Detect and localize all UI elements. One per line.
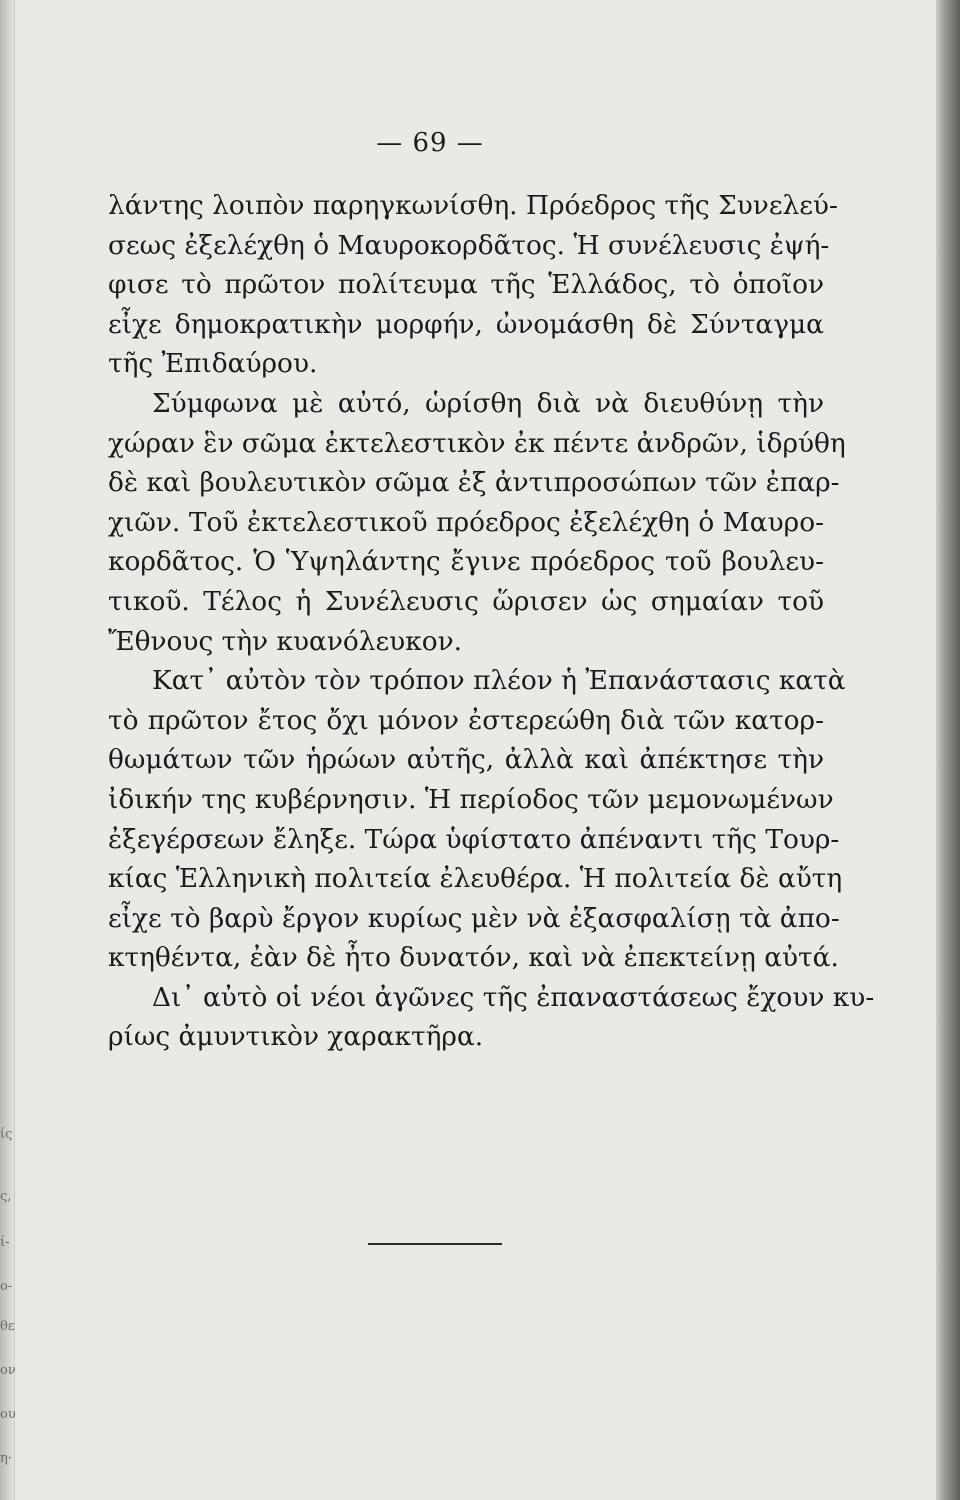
margin-bleed-text: η· [0,1451,12,1466]
page-gutter [0,0,15,1500]
margin-bleed-text: θε [0,1319,15,1334]
text-line: Κατ᾽ αὐτὸν τὸν τρόπον πλέον ἡ Ἐπανάστασις κατὰ [152,665,846,697]
text-line: σεως ἐξελέχθη ὁ Μαυροκορδᾶτος. Ἡ συνέλευσις ἐψή- [108,229,830,261]
text-line: Σύμφωνα μὲ αὐτό, ὡρίσθη διὰ νὰ διευθύνῃ τὴν [152,387,824,419]
text-line: κτηθέντα, ἐὰν δὲ ἦτο δυνατόν, καὶ νὰ ἐπεκτείνῃ αὐτά. [108,942,839,974]
text-line: κίας Ἑλληνικὴ πολιτεία ἐλευθέρα. Ἡ πολιτεία δὲ αὔτη [108,863,843,895]
book-spine-edge [936,0,960,1500]
text-line: Ἔθνους τὴν κυανόλευκον. [108,625,463,657]
text-line: χώραν ἓν σῶμα ἐκτελεστικὸν ἐκ πέντε ἀνδρῶν, ἱδρύθη [108,427,846,459]
text-line: τὸ πρῶτον ἔτος ὄχι μόνον ἐστερεώθη διὰ τῶν κατορ- [108,704,824,736]
text-line: τῆς Ἐπιδαύρου. [108,348,318,380]
margin-bleed-text: ίς [0,1127,13,1142]
text-line: ρίως ἀμυντικὸν χαρακτῆρα. [108,1021,484,1053]
margin-bleed-text: ο- [0,1279,13,1294]
text-line: κορδᾶτος. Ὁ Ὑψηλάντης ἔγινε πρόεδρος τοῦ βουλευ- [108,546,824,578]
text-line: Δι᾽ αὐτὸ οἱ νέοι ἀγῶνες τῆς ἐπαναστάσεως ἔχουν κυ- [152,981,875,1013]
text-line: λάντης λοιπὸν παρηγκωνίσθη. Πρόεδρος τῆς Συνελεύ- [108,190,838,221]
text-line: ἰδικήν της κυβέρνησιν. Ἡ περίοδος τῶν μεμονωμένων [108,783,834,815]
page-number: — 69 — [376,128,484,158]
text-line: θωμάτων τῶν ἡρώων αὐτῆς, ἀλλὰ καὶ ἀπέκτησε τὴν [108,744,824,776]
section-divider-rule [368,1243,502,1245]
text-line: ἐξεγέρσεων ἔληξε. Τώρα ὑφίστατο ἀπέναντι τῆς Τουρ- [108,823,840,855]
margin-bleed-text: ς, [0,1189,12,1204]
text-line: εἶχε τὸ βαρὺ ἔργον κυρίως μὲν νὰ ἐξασφαλίσῃ τὰ ἀπο- [108,902,840,934]
text-line: δὲ καὶ βουλευτικὸν σῶμα ἐξ ἀντιπροσώπων τῶν ἐπαρ- [108,467,840,499]
text-line: τικοῦ. Τέλος ἡ Συνέλευσις ὥρισεν ὡς σημαίαν τοῦ [108,585,824,617]
text-line: χιῶν. Τοῦ ἐκτελεστικοῦ πρόεδρος ἐξελέχθη ὁ Μαυρο- [108,506,824,538]
margin-bleed-text: ον [0,1363,16,1378]
body-text [108,186,875,1057]
text-line: φισε τὸ πρῶτον πολίτευμα τῆς Ἑλλάδος, τὸ ὁποῖον [108,269,824,301]
margin-bleed-text: ί- [0,1235,10,1250]
text-line: εἶχε δημοκρατικὴν μορφήν, ὠνομάσθη δὲ Σύνταγμα [108,308,824,340]
margin-bleed-text: ου [0,1407,16,1422]
